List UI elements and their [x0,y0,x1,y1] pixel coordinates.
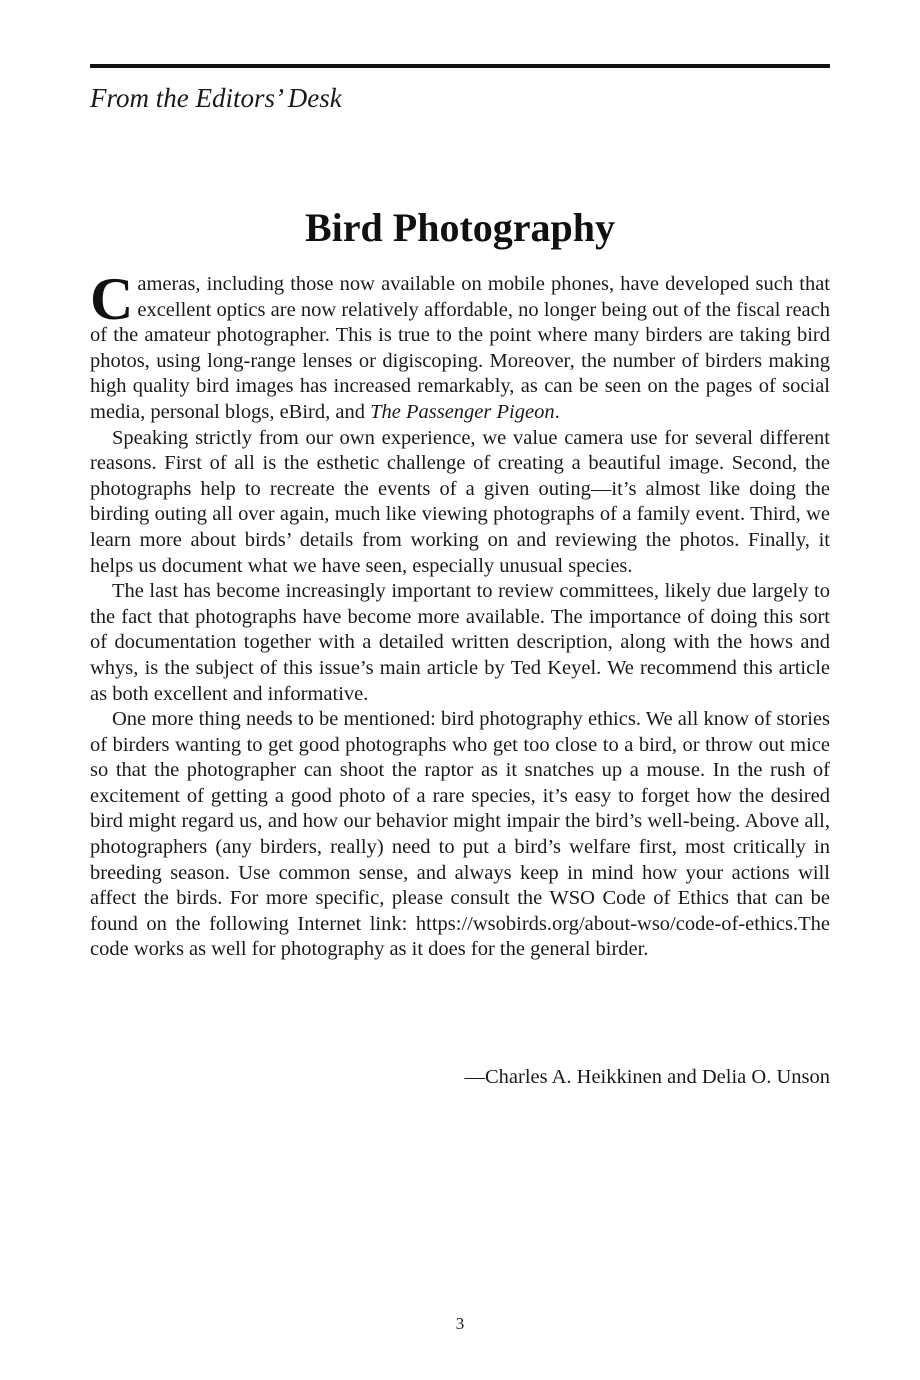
paragraph-3: The last has become increasingly important to review committees, likely due largely to the fact that photographs have become more available. The importance of doing this sort of documentation together with a detailed written description, along with the hows and whys, is the subject of this issue’s main article by Ted Keyel. We recommend this article as both excellent and informative. [90,580,830,705]
article-title: Bird Photography [304,205,616,250]
page [90,0,830,1380]
paragraph-1-end: . [554,400,560,423]
paragraph-1 [90,266,830,426]
paragraph-1-text: ameras, including those now available on mobile phones, have developed such that excellent optics are now relatively affordable, no longer being out of the fiscal reach of the amateur photographer. This is true to the point where many birders are taking bird photos, using long-range lenses or digiscoping. Moreover, the number of birders making high quality bird images has increased remarkably, as can be seen on the pages of social media, personal blogs, eBird, and [90,273,830,423]
page-number: 3 [455,1314,465,1333]
section-heading: From the Editors’ Desk [90,83,342,113]
author-signature: —Charles A. Heikkinen and Delia O. Unson [464,1066,830,1088]
paragraph-4: One more thing needs to be mentioned: bird photography ethics. We all know of stories of birders wanting to get good photographs who get too close to a bird, or throw out mice so that the photographer can shoot the raptor as it snatches up a mouse. In the rush of excitement of getting a good photo of a rare species, it’s easy to forget how the desired bird might regard us, and how our behavior might impair the bird’s well-being. Above all, photographers (any birders, really) need to put a bird’s welfare first, most critically in breeding season. Use common sense, and always keep in mind how your actions will affect the birds. For more specific, please consult the WSO Code of Ethics that can be found on the following Internet link: https://wsobirds.org/about-wso/code-of-ethics.The code works as well for photography as it does for the general birder. [90,708,830,961]
paragraph-2: Speaking strictly from our own experience, we value camera use for several different reasons. First of all is the esthetic challenge of creating a beautiful image. Second, the photographs help to recreate the events of a given outing—it’s almost like doing the birding outing all over again, much like viewing photographs of a family event. Third, we learn more about birds’ details from working on and reviewing the photos. Finally, it helps us document what we have seen, especially unusual species. [90,426,830,577]
journal-name: The Passenger Pigeon [370,400,555,423]
article-body [90,266,830,963]
header-rule [90,64,830,68]
drop-cap: C [90,266,134,332]
